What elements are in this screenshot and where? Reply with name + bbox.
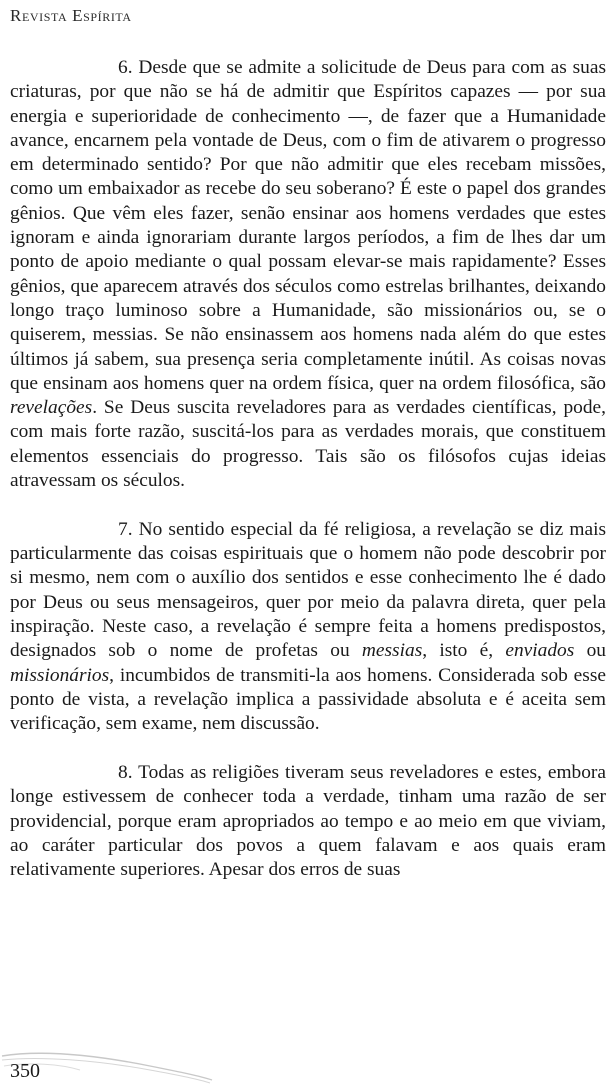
- paragraph-8: [10, 761, 606, 882]
- paragraph-7-text-c: ou: [574, 640, 606, 662]
- paragraph-7-text-end: , incumbidos de transmiti-la aos homens. Considerada sob esse ponto de vista, a revelação implica a passividade absoluta e é aceita sem verificação, sem exame, nem discussão.: [10, 664, 606, 735]
- page-number: 350: [10, 1060, 40, 1082]
- paragraph-7-text: 7. No sentido especial da fé religiosa, a revelação se diz mais particularmente das coisas espirituais que o homem não pode descobrir por si mesmo, nem com o auxílio dos sentidos e esse conhecimento lhe é dado por Deus ou seus mensageiros, quer por meio da palavra direta, quer pela inspiração. Neste caso, a revelação é sempre feita a homens predispostos, designados sob o nome de profetas ou: [10, 518, 606, 662]
- italic-term-missionarios: missionários: [10, 664, 110, 686]
- paragraph-6-text-end: . Se Deus suscita reveladores para as verdades científicas, pode, com mais forte razão, suscitá-los para as verdades morais, que constituem elementos essenciais do progresso. Tais são os filósofos cujas ideias atravessam os séculos.: [10, 397, 606, 492]
- running-header: Revista Espírita: [10, 6, 132, 25]
- paragraph-6-text: 6. Desde que se admite a solicitude de Deus para com as suas criaturas, por que não se há de admitir que Espíritos capazes — por sua energia e superioridade de conhecimento —, de fazer que a Humanidade avance, encarnem pela vontade de Deus, com o fim de ativarem o progresso em determinado sentido? Por que não admitir que eles recebam missões, como um embaixador as recebe do seu soberano? É este o papel dos grandes gênios. Que vêm eles fazer, senão ensinar aos homens verdades que estes ignoram e ainda ignorariam durante largos períodos, a fim de lhes dar um ponto de apoio mediante o qual possam elevar-se mais rapidamente? Esses gênios, que aparecem através dos séculos como estrelas brilhantes, deixando longo traço luminoso sobre a Humanidade, são missionários ou, se o quiserem, messias. Se não ensinassem aos homens nada além do que estes últimos já sabem, sua presença seria completamente inútil. As coisas novas que ensinam aos homens quer na ordem física, quer na ordem filosófica, são: [10, 57, 606, 394]
- paragraph-7: [10, 518, 606, 737]
- italic-term-enviados: enviados: [505, 640, 575, 662]
- paragraph-7-text-b: , isto é,: [422, 640, 506, 662]
- page-body: [10, 56, 606, 883]
- paragraph-8-text: 8. Todas as religiões tiveram seus reveladores e estes, embora longe estivessem de conhecer toda a verdade, tinham uma razão de ser providencial, porque eram apropriados ao tempo e ao meio em que viviam, ao caráter particular dos povos a quem falavam e aos quais eram relativamente superiores. Apesar dos erros de suas: [10, 762, 606, 881]
- paragraph-6: [10, 56, 606, 493]
- italic-term-revelacoes: revelações: [10, 397, 93, 419]
- italic-term-messias: messias: [361, 640, 423, 662]
